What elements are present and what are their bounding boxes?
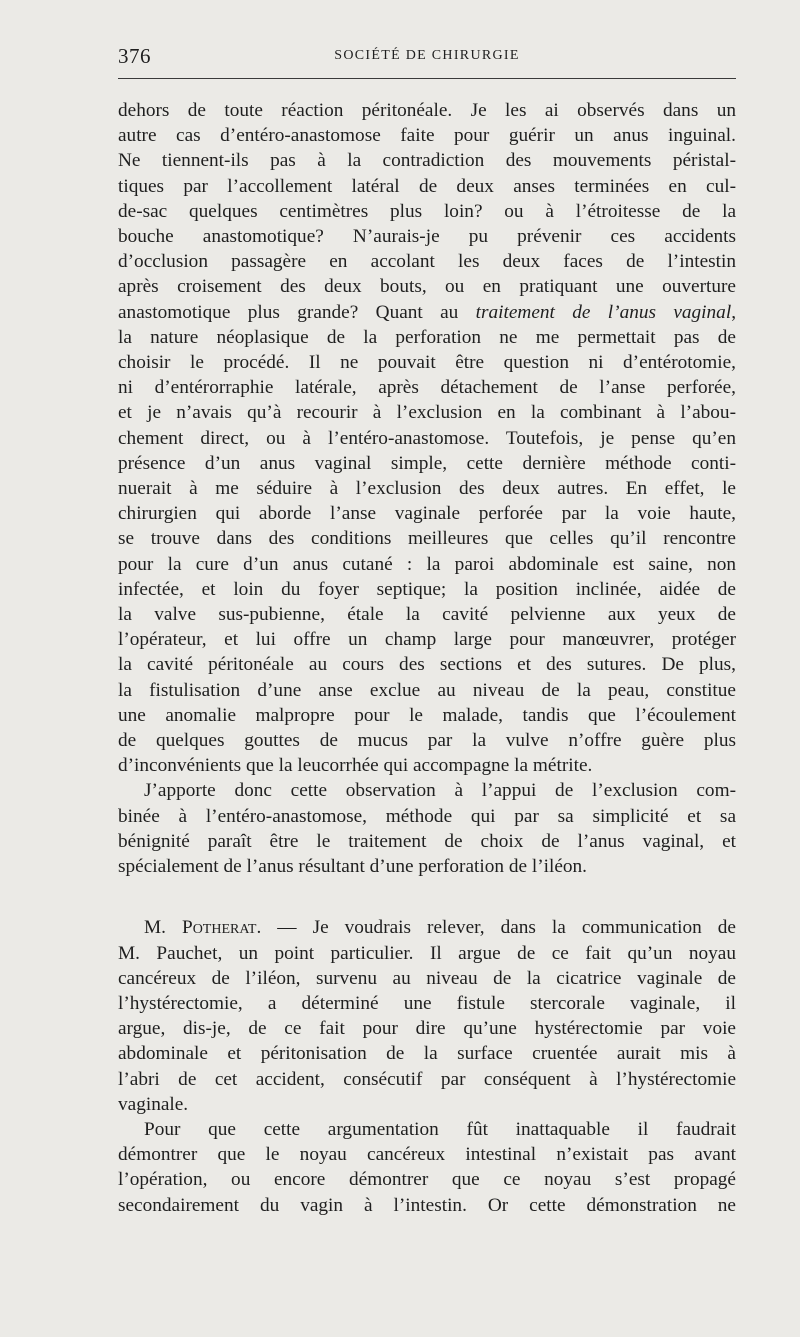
text-line: la fistulisation d’une anse exclue au niveau de la peau, constitue <box>118 679 736 701</box>
paragraph-potherat <box>118 915 736 1117</box>
page-number: 376 <box>118 44 151 68</box>
text-line: une anomalie malpropre pour le malade, tandis que l’écoulement <box>118 704 736 726</box>
text-line: cancéreux de l’iléon, survenu au niveau de la cicatrice vaginale de <box>118 967 736 989</box>
text-line: se trouve dans des conditions meilleures que celles qu’il rencontre <box>118 528 736 550</box>
text-line: M. Pauchet, un point particulier. Il argue de ce fait qu’un noyau <box>118 942 736 964</box>
text-line: l’hystérectomie, a déterminé une fistule stercorale vaginale, il <box>118 992 736 1014</box>
text-line: choisir le procédé. Il ne pouvait être question ni d’entérotomie, <box>118 352 736 374</box>
text-line: après croisement des deux bouts, ou en pratiquant une ouverture <box>118 276 736 298</box>
text-line: chirurgien qui aborde l’anse vaginale perforée par la voie haute, <box>118 503 736 525</box>
text-line: Pour que cette argumentation fût inattaquable il faudrait <box>144 1118 736 1140</box>
italic-phrase: traitement de l’anus vaginal <box>475 301 732 323</box>
text-line: autre cas d’entéro-anastomose faite pour guérir un anus inguinal. <box>118 125 736 147</box>
body-text <box>118 98 736 1218</box>
text-line: argue, dis-je, de ce fait pour dire qu’une hystérectomie par voie <box>118 1018 736 1040</box>
paragraph-gap <box>118 879 736 915</box>
text-line: présence d’un anus vaginal simple, cette dernière méthode conti- <box>118 452 736 474</box>
text-line: Ne tiennent-ils pas à la contradiction des mouvements péristal- <box>118 150 736 172</box>
speaker-name: Potherat <box>181 917 257 939</box>
text-line-with-italic <box>118 300 736 325</box>
text-line: bénignité paraît être le traitement de choix de l’anus vaginal, et <box>118 830 736 852</box>
text-line: et je n’avais qu’à recourir à l’exclusion en la combinant à l’abou- <box>118 402 736 424</box>
text-line: la cavité péritonéale au cours des sections et des sutures. De plus, <box>118 654 736 676</box>
text-line: spécialement de l’anus résultant d’une perforation de l’iléon. <box>118 856 588 878</box>
text-line: la nature néoplasique de la perforation ne me permettait pas de <box>118 326 736 348</box>
text-segment: M. <box>144 917 182 939</box>
text-line: d’occlusion passagère en accolant les deux faces de l’intestin <box>118 251 736 273</box>
text-line: binée à l’entéro-anastomose, méthode qui par sa simplicité et sa <box>118 805 736 827</box>
page-header <box>118 44 736 72</box>
text-line: tiques par l’accollement latéral de deux anses terminées en cul- <box>118 175 736 197</box>
text-line: ni d’entérorraphie latérale, après détachement de l’anse perforée, <box>118 377 736 399</box>
text-line: dehors de toute réaction péritonéale. Je les ai observés dans un <box>118 100 736 121</box>
paragraph-exclusion-discussion <box>118 98 736 778</box>
running-head: SOCIÉTÉ DE CHIRURGIE <box>334 48 520 63</box>
text-segment: anastomotique plus grande? Quant au <box>118 301 476 323</box>
text-line: secondairement du vagin à l’intestin. Or cette démonstration ne <box>118 1194 736 1216</box>
text-line-with-speaker <box>118 915 736 940</box>
text-line: J’apporte donc cette observation à l’appui de l’exclusion com- <box>144 780 736 802</box>
text-line: nuerait à me séduire à l’exclusion des deux autres. En effet, le <box>118 478 736 500</box>
text-line: l’opérateur, et lui offre un champ large pour manœuvrer, protéger <box>118 629 736 651</box>
text-line: démontrer que le noyau cancéreux intestinal n’existait pas avant <box>118 1144 736 1166</box>
text-line: de quelques gouttes de mucus par la vulve n’offre guère plus <box>118 730 736 752</box>
text-line: l’opération, ou encore démontrer que ce noyau s’est propagé <box>118 1169 736 1191</box>
text-line: pour la cure d’un anus cutané : la paroi abdominale est saine, non <box>118 553 736 575</box>
text-line: d’inconvénients que la leucorrhée qui accompagne la métrite. <box>118 755 593 777</box>
text-line: chement direct, ou à l’entéro-anastomose. Toutefois, je pense qu’en <box>118 427 736 449</box>
text-segment: . — Je voudrais relever, dans la communication de <box>256 917 736 939</box>
paragraph-argumentation <box>118 1117 736 1218</box>
header-rule <box>118 78 736 79</box>
text-segment: , <box>731 301 737 323</box>
text-line: la valve sus-pubienne, étale la cavité pelvienne aux yeux de <box>118 604 736 626</box>
text-line: vaginale. <box>118 1093 189 1115</box>
text-line: infectée, et loin du foyer septique; la position inclinée, aidée de <box>118 578 736 600</box>
text-line: abdominale et péritonisation de la surface cruentée aurait mis à <box>118 1043 736 1065</box>
paragraph-conclusion <box>118 778 736 879</box>
text-line: de-sac quelques centimètres plus loin? ou à l’étroitesse de la <box>118 200 736 222</box>
text-line: l’abri de cet accident, consécutif par conséquent à l’hystérectomie <box>118 1068 736 1090</box>
text-line: bouche anastomotique? N’aurais-je pu prévenir ces accidents <box>118 226 736 248</box>
